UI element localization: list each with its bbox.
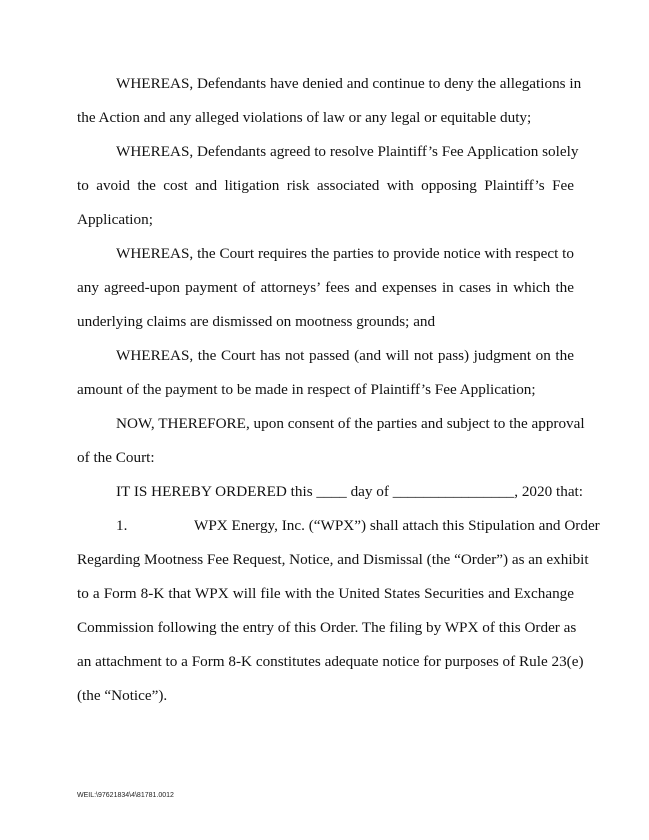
text-line: of the Court: — [77, 449, 155, 466]
text-line: Commission following the entry of this Order. The filing by WPX of this Order as — [77, 619, 577, 636]
text-line: WHEREAS, Defendants agreed to resolve Plaintiff’s Fee Application solely — [116, 143, 579, 160]
text-line-content: WPX Energy, Inc. (“WPX”) shall attach this Stipulation and Order — [194, 517, 600, 534]
paragraph — [77, 240, 574, 342]
document-footer-id: WEIL:\97621834\4\81781.0012 — [77, 792, 174, 799]
text-line: amount of the payment to be made in respect of Plaintiff’s Fee Application; — [77, 381, 536, 398]
text-line: an attachment to a Form 8-K constitutes adequate notice for purposes of Rule 23(e) — [77, 653, 584, 670]
text-line: Application; — [77, 211, 153, 228]
text-line — [77, 512, 600, 546]
text-line: WHEREAS, the Court requires the parties to provide notice with respect to — [116, 245, 574, 262]
text-line: WHEREAS, Defendants have denied and continue to deny the allegations in — [116, 75, 582, 92]
numbered-paragraph — [77, 512, 600, 716]
text-line: IT IS HEREBY ORDERED this ____ day of ________________, 2020 that: — [116, 483, 584, 500]
text-line: WHEREAS, the Court has not passed (and will not pass) judgment on the — [116, 347, 574, 364]
paragraph — [77, 342, 574, 410]
text-line: any agreed-upon payment of attorneys’ fees and expenses in cases in which the — [77, 279, 574, 296]
paragraph — [77, 410, 585, 478]
paragraph — [77, 478, 584, 512]
paragraph — [77, 138, 579, 240]
text-line: to avoid the cost and litigation risk associated with opposing Plaintiff’s Fee — [77, 177, 574, 194]
paragraph — [77, 70, 582, 138]
text-line: the Action and any alleged violations of law or any legal or equitable duty; — [77, 109, 532, 126]
paragraph-number: 1. — [116, 517, 128, 534]
text-line: (the “Notice”). — [77, 687, 168, 704]
text-line: to a Form 8-K that WPX will file with the United States Securities and Exchange — [77, 585, 574, 602]
text-line: underlying claims are dismissed on mootness grounds; and — [77, 313, 436, 330]
text-line: Regarding Mootness Fee Request, Notice, and Dismissal (the “Order”) as an exhibit — [77, 551, 589, 568]
document-body — [77, 70, 600, 716]
text-line: NOW, THEREFORE, upon consent of the parties and subject to the approval — [116, 415, 585, 432]
